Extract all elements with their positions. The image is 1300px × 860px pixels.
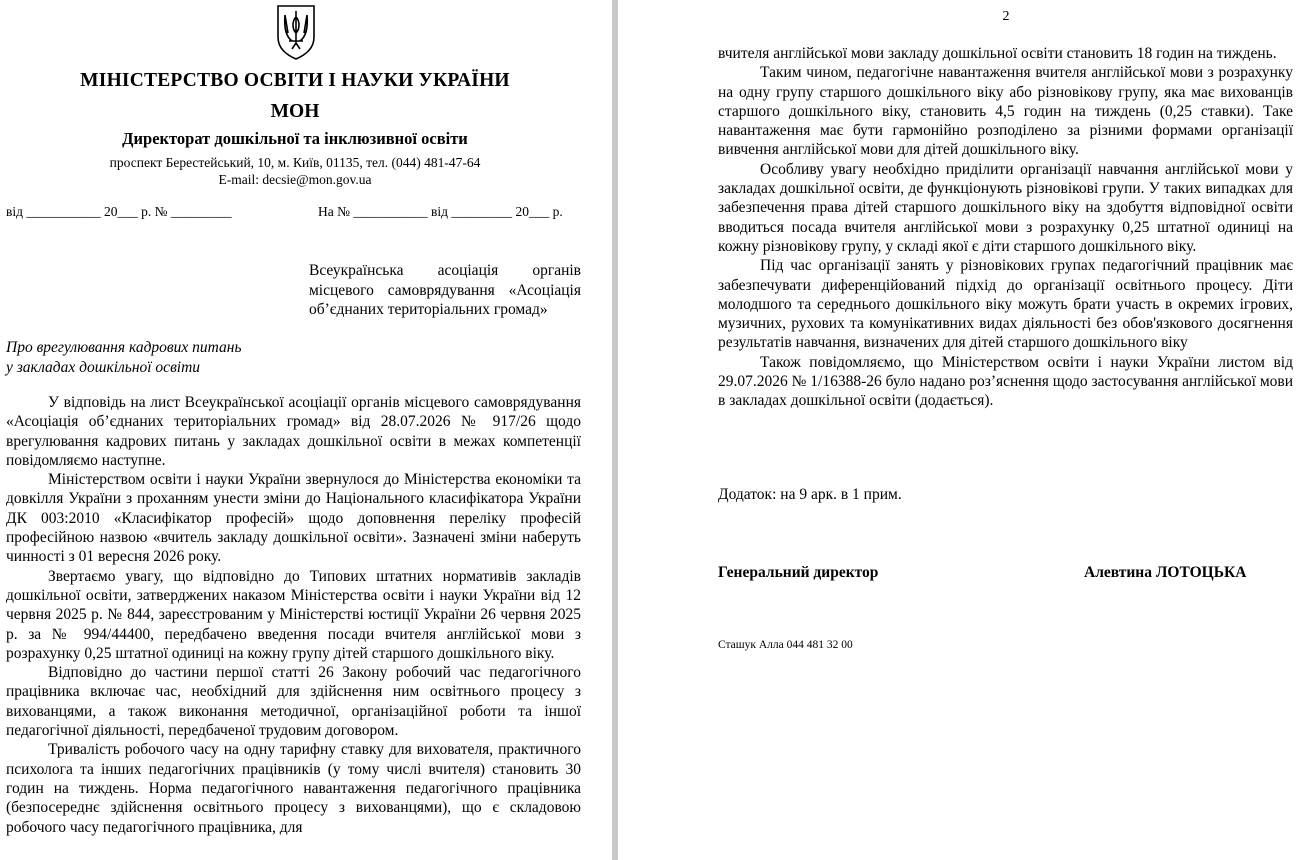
signatory-position: Генеральний директор bbox=[718, 564, 879, 581]
trident-coat-of-arms-icon bbox=[275, 3, 317, 61]
recipient-block: Всеукраїнська асоціація органів місцевого самоврядування «Асоціація об’єднаних територіальних громад» bbox=[309, 262, 581, 318]
letter-body-page-1 bbox=[6, 393, 581, 837]
signatory-name: Алевтина ЛОТОЦЬКА bbox=[1084, 564, 1247, 581]
document-page-1 bbox=[0, 0, 612, 860]
body-paragraph: Міністерством освіти і науки України звернулося до Міністерства економіки та довкілля України з проханням унести зміни до Національного класифікатора України ДК 003:2010 «Класифікатор професій» щодо доповнення переліку професій професійною назвою «вчитель закладу дошкільної освіти». Зазначені зміни наберуть чинності з 01 вересня 2026 року. bbox=[6, 471, 581, 566]
letter-subject bbox=[6, 338, 306, 377]
incoming-reference-line: На № ___________ від _________ 20___ р. bbox=[318, 204, 563, 219]
ministry-name: МІНІСТЕРСТВО ОСВІТИ І НАУКИ УКРАЇНИ bbox=[80, 70, 510, 91]
attachment-note: Додаток: на 9 арк. в 1 прим. bbox=[718, 486, 902, 503]
body-paragraph: вчителя англійської мови закладу дошкільної освіти становить 18 годин на тиждень. bbox=[718, 45, 1277, 62]
letter-body-page-2 bbox=[718, 44, 1293, 411]
subject-line: Про врегулювання кадрових питань bbox=[6, 339, 242, 356]
body-paragraph: Тривалість робочого часу на одну тарифну ставку для вихователя, практичного психолога та інших педагогічних працівників (у тому числі вчителя) становить 30 годин на тиждень. Норма педагогічного навантаження педагогічного працівника (безпосереднє здійснення освітнього процесу з вихованцями), що є складовою робочого часу педагогічного працівника, для bbox=[6, 741, 581, 836]
body-paragraph: Таким чином, педагогічне навантаження вчителя англійської мови з розрахунку на одну групу старшого дошкільного віку або різновікову групу, яка має вихованців старшого дошкільного віку, становить 4,5 годин на тиждень (0,25 ставки). Таке навантаження має бути гармонійно розподілено за різними формами організації вивчення англійської мови для дітей дошкільного віку. bbox=[718, 64, 1293, 159]
ministry-email: E-mail: decsie@mon.gov.ua bbox=[218, 172, 372, 187]
directorate-name: Директорат дошкільної та інклюзивної освіти bbox=[122, 129, 468, 148]
body-paragraph: Відповідно до частини першої статті 26 Закону робочий час педагогічного працівника включає час, необхідний для здійснення ним освітнього процесу з вихованцями, а також виконання методичної, організаційної роботи та іншої педагогічної діяльності, передбаченої трудовим договором. bbox=[6, 664, 581, 740]
page-number: 2 bbox=[1002, 9, 1010, 24]
body-paragraph: Особливу увагу необхідно приділити організації навчання англійської мови у закладах дошкільної освіти, де функціонують різновікові групи. У таких випадках для забезпечення права дітей старшого дошкільного віку на здобуття відповідної освіти вводиться посада вчителя англійської мови з розрахунку 0,25 штатної одиниці на кожну різновікову групу, у складі якої є діти старшого дошкільного віку. bbox=[718, 160, 1293, 255]
executor-contact: Сташук Алла 044 481 32 00 bbox=[718, 639, 853, 651]
subject-line: у закладах дошкільної освіти bbox=[6, 358, 201, 376]
body-paragraph: Під час організації занять у різновікових групах педагогічний працівник має забезпечувати диференційований підхід до організації освітнього процесу. Діти молодшого та середнього дошкільного віку можуть брати участь в окремих ігрових, музичних, рухових та комунікативних видах діяльності без обов'язкового досягнення результатів навчання, визначених для дітей старшого дошкільного віку bbox=[718, 257, 1293, 352]
body-paragraph: Звертаємо увагу, що відповідно до Типових штатних нормативів закладів дошкільної освіти, затверджених наказом Міністерства освіти і науки України від 12 червня 2025 р. № 844, зареєстрованим у Міністерстві юстиції України 26 червня 2025 р. за № 994/44400, передбачено введення посади вчителя англійської мови з розрахунку 0,25 штатної одиниці на кожну групу дітей старшого дошкільного віку. bbox=[6, 567, 581, 662]
ministry-abbreviation: МОН bbox=[270, 101, 320, 122]
document-page-2 bbox=[618, 0, 1300, 860]
body-paragraph: У відповідь на лист Всеукраїнської асоціації органів місцевого самоврядування «Асоціація об’єднаних територіальних громад» від 28.07.2026 № 917/26 щодо врегулювання кадрових питань у закладах дошкільної освіти в межах компетенції повідомляємо наступне. bbox=[6, 394, 581, 469]
ministry-address: проспект Берестейський, 10, м. Київ, 01135, тел. (044) 481-47-64 bbox=[109, 155, 481, 170]
outgoing-registration-line: від ___________ 20___ р. № _________ bbox=[6, 204, 232, 219]
body-paragraph: Також повідомляємо, що Міністерством освіти і науки України листом від 29.07.2026 № 1/16388-26 було надано роз’яснення щодо застосування англійської мови в закладах дошкільної освіти (додається). bbox=[718, 353, 1294, 410]
